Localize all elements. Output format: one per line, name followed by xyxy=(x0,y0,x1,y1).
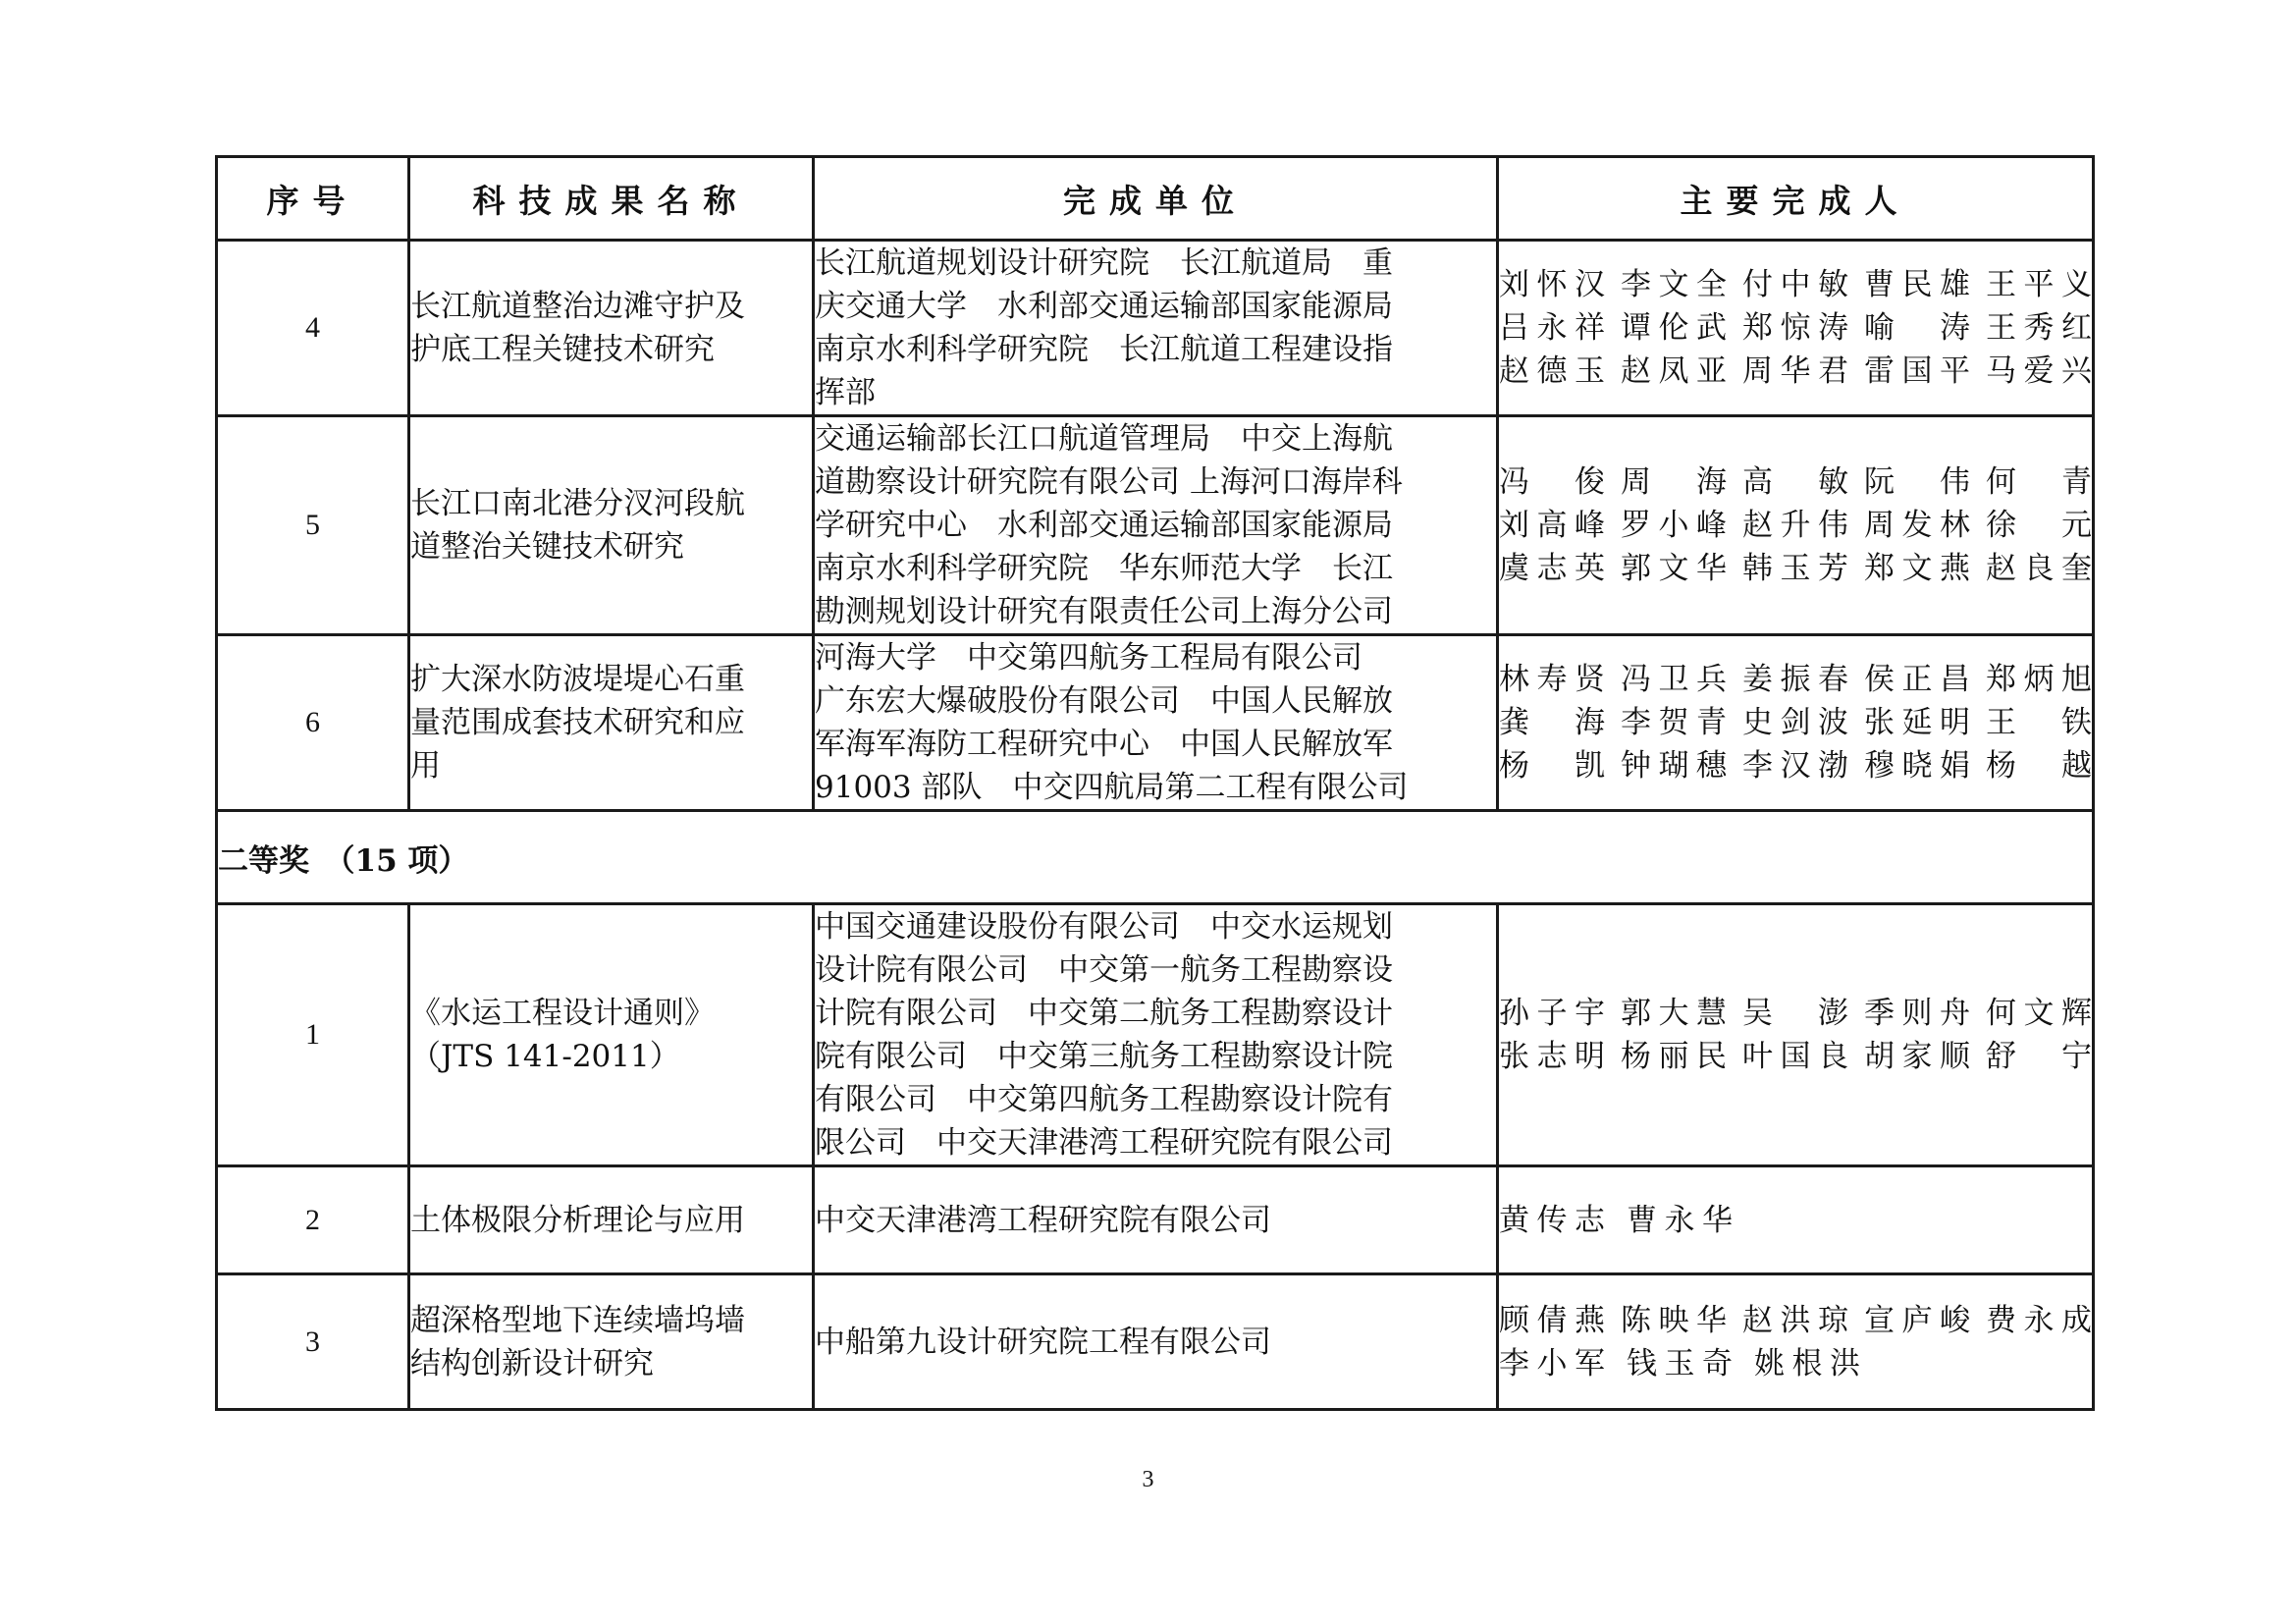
contributor-name: 费永成 xyxy=(1986,1302,2092,1338)
page-number: 3 xyxy=(1142,1467,1154,1492)
contributors-line xyxy=(1499,504,2092,547)
contributor-name: 李文全 xyxy=(1621,267,1727,302)
contributor-name: 冯 俊 xyxy=(1499,464,1605,500)
row-seq: 1 xyxy=(217,904,409,1166)
contributors-line xyxy=(1499,263,2092,306)
table-row xyxy=(217,1166,2094,1274)
contributor-name: 吴 澎 xyxy=(1742,996,1848,1031)
completion-units xyxy=(814,1274,1498,1410)
contributors-line xyxy=(1499,547,2092,590)
contributors-grid xyxy=(1499,658,2092,787)
achievement-name-line: 结构创新设计研究 xyxy=(410,1345,654,1381)
completion-unit-line: 有限公司 中交第四航务工程勘察设计院有 xyxy=(815,1082,1393,1117)
contributor-name: 黄传志 xyxy=(1499,1202,1605,1238)
table-row xyxy=(217,241,2094,416)
contributor-name: 舒 宁 xyxy=(1986,1039,2092,1074)
contributors-grid xyxy=(1499,1299,2092,1385)
achievement-name xyxy=(409,416,814,635)
achievement-name-line: 长江口南北港分汊河段航 xyxy=(410,486,745,521)
first-prize-rows xyxy=(217,241,2094,811)
row-seq: 5 xyxy=(217,416,409,635)
contributor-name: 高 敏 xyxy=(1742,464,1848,500)
contributor-name: 史剑波 xyxy=(1742,705,1848,740)
completion-unit-line: 中国交通建设股份有限公司 中交水运规划 xyxy=(815,909,1393,945)
contributor-name: 姜振春 xyxy=(1742,662,1848,697)
contributor-name: 李汉渤 xyxy=(1742,748,1848,784)
completion-unit-line: 河海大学 中交第四航务工程局有限公司 xyxy=(815,640,1362,676)
achievement-name-line: （JTS 141-2011） xyxy=(410,1039,680,1074)
contributors-line xyxy=(1499,1035,2092,1078)
contributor-name: 何文辉 xyxy=(1986,996,2092,1031)
main-contributors xyxy=(1498,635,2094,811)
completion-unit-line: 院有限公司 中交第三航务工程勘察设计院 xyxy=(815,1039,1393,1074)
achievement-name-line: 土体极限分析理论与应用 xyxy=(410,1202,745,1238)
contributor-name: 龚 海 xyxy=(1499,705,1605,740)
completion-unit-line: 91003 部队 中交四航局第二工程有限公司 xyxy=(815,770,1409,805)
contributor-name: 郭大慧 xyxy=(1621,996,1727,1031)
completion-units xyxy=(814,416,1498,635)
table-row xyxy=(217,1274,2094,1410)
contributor-name: 赵洪琼 xyxy=(1742,1302,1848,1338)
contributor-name: 罗小峰 xyxy=(1621,508,1727,543)
completion-unit-line: 广东宏大爆破股份有限公司 中国人民解放 xyxy=(815,683,1393,719)
contributors-line xyxy=(1499,992,2092,1035)
contributor-name: 宣庐峻 xyxy=(1864,1302,1970,1338)
contributor-name: 曹民雄 xyxy=(1864,267,1970,302)
achievement-name-line: 扩大深水防波堤堤心石重 xyxy=(410,662,745,697)
contributor-name: 赵凤亚 xyxy=(1621,353,1727,389)
completion-unit-line: 中交天津港湾工程研究院有限公司 xyxy=(815,1202,1271,1238)
completion-unit-line: 限公司 中交天津港湾工程研究院有限公司 xyxy=(815,1125,1393,1161)
row-seq: 2 xyxy=(217,1166,409,1274)
contributor-name: 阮 伟 xyxy=(1864,464,1970,500)
contributors-grid xyxy=(1499,263,2092,393)
contributor-name: 张志明 xyxy=(1499,1039,1605,1074)
row-seq: 4 xyxy=(217,241,409,416)
achievement-name xyxy=(409,241,814,416)
contributors-line xyxy=(1499,701,2092,744)
contributor-name: 谭伦武 xyxy=(1621,310,1727,346)
contributor-name: 顾倩燕 xyxy=(1499,1302,1605,1338)
header-row xyxy=(217,157,2094,241)
contributor-name: 王平义 xyxy=(1986,267,2092,302)
contributor-name: 赵升伟 xyxy=(1742,508,1848,543)
contributors-grid xyxy=(1499,1199,2092,1242)
contributors-line xyxy=(1499,1299,2092,1342)
contributor-name: 周华君 xyxy=(1742,353,1848,389)
contributor-name: 杨 凯 xyxy=(1499,748,1605,784)
award-table xyxy=(215,155,2095,1411)
contributor-name: 付中敏 xyxy=(1742,267,1848,302)
completion-unit-line: 计院有限公司 中交第二航务工程勘察设计 xyxy=(815,996,1393,1031)
completion-unit-line: 道勘察设计研究院有限公司 上海河口海岸科 xyxy=(815,464,1403,500)
contributor-name: 张延明 xyxy=(1864,705,1970,740)
table-header xyxy=(217,157,2094,241)
contributors-line xyxy=(1499,658,2092,701)
contributors-grid xyxy=(1499,460,2092,590)
contributor-name: 刘高峰 xyxy=(1499,508,1605,543)
header-people: 主要完成人 xyxy=(1498,157,2094,241)
section-label: 二等奖 （15 项） xyxy=(217,811,2094,904)
achievement-name-line: 量范围成套技术研究和应 xyxy=(410,705,745,740)
header-unit: 完成单位 xyxy=(814,157,1498,241)
achievement-name-line: 超深格型地下连续墙坞墙 xyxy=(410,1302,745,1338)
achievement-name-line: 用 xyxy=(410,748,441,784)
contributor-name: 陈映华 xyxy=(1621,1302,1727,1338)
contributor-name: 姚根洪 xyxy=(1754,1345,1860,1381)
contributors-line xyxy=(1499,744,2092,787)
main-contributors xyxy=(1498,1166,2094,1274)
achievement-name-line: 道整治关键技术研究 xyxy=(410,529,684,565)
contributor-name: 郑炳旭 xyxy=(1986,662,2092,697)
completion-unit-line: 南京水利科学研究院 长江航道工程建设指 xyxy=(815,332,1393,367)
completion-unit-line: 长江航道规划设计研究院 长江航道局 重 xyxy=(815,245,1393,281)
table-row xyxy=(217,904,2094,1166)
completion-units xyxy=(814,904,1498,1166)
contributor-name: 雷国平 xyxy=(1864,353,1970,389)
achievement-name-line: 护底工程关键技术研究 xyxy=(410,332,715,367)
achievement-name xyxy=(409,1166,814,1274)
contributors-line xyxy=(1499,1342,2092,1385)
contributor-name: 虞志英 xyxy=(1499,551,1605,586)
contributors-line xyxy=(1499,306,2092,350)
contributor-name: 周发林 xyxy=(1864,508,1970,543)
completion-unit-line: 挥部 xyxy=(815,375,876,410)
contributor-name: 吕永祥 xyxy=(1499,310,1605,346)
completion-unit-line: 勘测规划设计研究有限责任公司上海分公司 xyxy=(815,594,1393,629)
contributors-line xyxy=(1499,1199,2092,1242)
header-name: 科技成果名称 xyxy=(409,157,814,241)
achievement-name xyxy=(409,1274,814,1410)
contributor-name: 李小军 xyxy=(1499,1345,1605,1381)
completion-unit-line: 庆交通大学 水利部交通运输部国家能源局 xyxy=(815,289,1393,324)
contributor-name: 钟瑚穗 xyxy=(1621,748,1727,784)
contributors-grid xyxy=(1499,992,2092,1078)
table-row xyxy=(217,635,2094,811)
completion-unit-line: 军海军海防工程研究中心 中国人民解放军 xyxy=(815,727,1393,762)
contributor-name: 郑惊涛 xyxy=(1742,310,1848,346)
completion-unit-line: 交通运输部长江口航道管理局 中交上海航 xyxy=(815,421,1393,457)
main-contributors xyxy=(1498,241,2094,416)
contributor-name: 钱玉奇 xyxy=(1627,1345,1733,1381)
completion-units xyxy=(814,635,1498,811)
contributor-name: 周 海 xyxy=(1621,464,1727,500)
contributor-name: 冯卫兵 xyxy=(1621,662,1727,697)
contributor-name: 胡家顺 xyxy=(1864,1039,1970,1074)
contributor-name: 刘怀汉 xyxy=(1499,267,1605,302)
contributor-name: 林寿贤 xyxy=(1499,662,1605,697)
section-divider xyxy=(217,811,2094,904)
contributor-name: 何 青 xyxy=(1986,464,2092,500)
contributor-name: 徐 元 xyxy=(1986,508,2092,543)
header-seq: 序号 xyxy=(217,157,409,241)
contributor-name: 孙子宇 xyxy=(1499,996,1605,1031)
contributor-name: 侯正昌 xyxy=(1864,662,1970,697)
contributor-name: 杨丽民 xyxy=(1621,1039,1727,1074)
row-seq: 6 xyxy=(217,635,409,811)
contributor-name: 穆晓娟 xyxy=(1864,748,1970,784)
completion-unit-line: 南京水利科学研究院 华东师范大学 长江 xyxy=(815,551,1393,586)
second-prize-rows xyxy=(217,904,2094,1410)
contributor-name: 郭文华 xyxy=(1621,551,1727,586)
main-contributors xyxy=(1498,904,2094,1166)
main-contributors xyxy=(1498,416,2094,635)
contributor-name: 韩玉芳 xyxy=(1742,551,1848,586)
achievement-name xyxy=(409,635,814,811)
contributor-name: 马爱兴 xyxy=(1986,353,2092,389)
contributor-name: 王 铁 xyxy=(1986,705,2092,740)
contributor-name: 赵良奎 xyxy=(1986,551,2092,586)
completion-units xyxy=(814,1166,1498,1274)
contributor-name: 季则舟 xyxy=(1864,996,1970,1031)
achievement-name xyxy=(409,904,814,1166)
contributors-line xyxy=(1499,460,2092,504)
contributor-name: 赵德玉 xyxy=(1499,353,1605,389)
completion-unit-line: 学研究中心 水利部交通运输部国家能源局 xyxy=(815,508,1393,543)
contributor-name: 李贺青 xyxy=(1621,705,1727,740)
main-contributors xyxy=(1498,1274,2094,1410)
contributor-name: 喻 涛 xyxy=(1864,310,1970,346)
completion-units xyxy=(814,241,1498,416)
contributor-name: 王秀红 xyxy=(1986,310,2092,346)
achievement-name-line: 《水运工程设计通则》 xyxy=(410,996,715,1031)
contributor-name: 杨 越 xyxy=(1986,748,2092,784)
table-row xyxy=(217,416,2094,635)
contributor-name: 郑文燕 xyxy=(1864,551,1970,586)
completion-unit-line: 中船第九设计研究院工程有限公司 xyxy=(815,1324,1271,1360)
row-seq: 3 xyxy=(217,1274,409,1410)
section-row xyxy=(217,811,2094,904)
achievement-name-line: 长江航道整治边滩守护及 xyxy=(410,289,745,324)
contributors-line xyxy=(1499,350,2092,393)
completion-unit-line: 设计院有限公司 中交第一航务工程勘察设 xyxy=(815,952,1393,988)
contributor-name: 叶国良 xyxy=(1742,1039,1848,1074)
contributor-name: 曹永华 xyxy=(1627,1202,1733,1238)
